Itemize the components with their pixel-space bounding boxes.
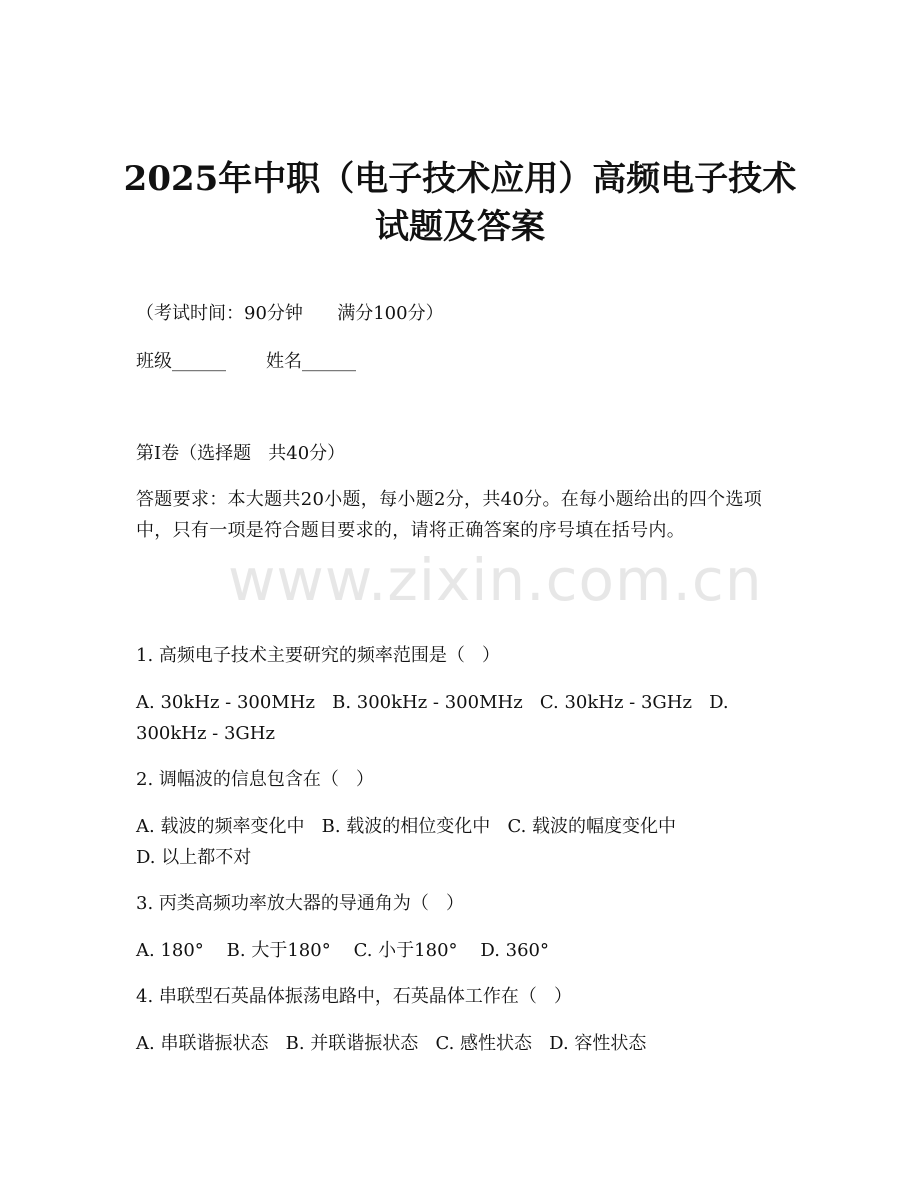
document-title-line1: 2025年中职（电子技术应用）高频电子技术 <box>123 159 797 199</box>
student-info: 班级______ 姓名______ <box>136 351 357 372</box>
question-1-options-line2: 300kHz - 3GHz <box>136 723 275 744</box>
question-2: 2. 调幅波的信息包含在（ ） <box>136 769 375 790</box>
question-2-options-line1: A. 载波的频率变化中 B. 载波的相位变化中 C. 载波的幅度变化中 <box>136 816 677 837</box>
instructions: 答题要求：本大题共20小题，每小题2分，共40分。在每小题给出的四个选项中，只有一项是符合题目要求的，请将正确答案的序号填在括号内。 <box>136 489 763 541</box>
section-title: 第I卷（选择题 共40分） <box>136 443 346 464</box>
document-title-line2: 试题及答案 <box>375 207 545 247</box>
exam-info: （考试时间：90分钟 满分100分） <box>136 303 444 324</box>
question-2-options-line2: D. 以上都不对 <box>136 847 252 868</box>
question-4-options-line1: A. 串联谐振状态 B. 并联谐振状态 C. 感性状态 D. 容性状态 <box>136 1033 647 1054</box>
watermark: www.zixin.com.cn <box>228 546 763 614</box>
question-1: 1. 高频电子技术主要研究的频率范围是（ ） <box>136 645 501 666</box>
question-1-options-line1: A. 30kHz - 300MHz B. 300kHz - 300MHz C. 30kHz - 3GHz D. <box>136 692 729 713</box>
question-3-options-line1: A. 180° B. 大于180° C. 小于180° D. 360° <box>136 940 550 961</box>
question-3: 3. 丙类高频功率放大器的导通角为（ ） <box>136 893 465 914</box>
question-4: 4. 串联型石英晶体振荡电路中，石英晶体工作在（ ） <box>136 986 573 1007</box>
